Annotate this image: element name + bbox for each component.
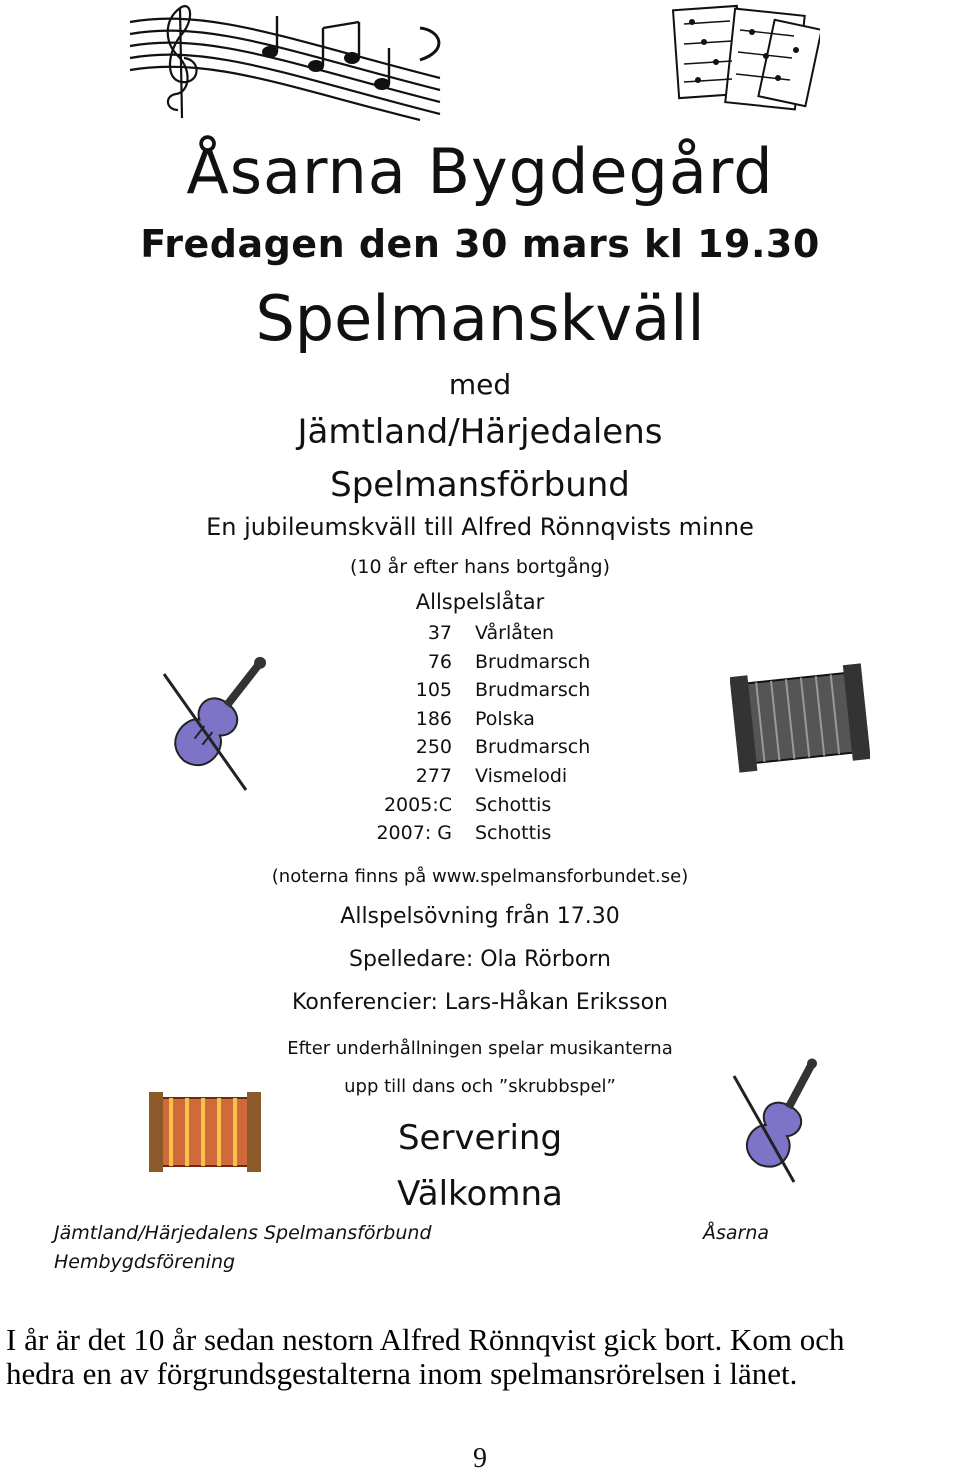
with-label: med bbox=[448, 368, 512, 401]
organizer-line-1: Jämtland/Härjedalens bbox=[297, 412, 663, 452]
caption-line-1: I år är det 10 år sedan nestorn Alfred Rönnqvist gick bort. Kom och bbox=[6, 1322, 845, 1357]
music-staff-banner-icon bbox=[120, 0, 450, 130]
tune-name: Vismelodi bbox=[475, 764, 568, 787]
tune-row bbox=[0, 622, 960, 651]
page-number: 9 bbox=[473, 1443, 487, 1474]
event-title: Spelmanskväll bbox=[255, 282, 705, 355]
tune-name: Brudmarsch bbox=[475, 650, 591, 673]
accordion-icon bbox=[730, 660, 870, 775]
tune-name: Schottis bbox=[475, 822, 552, 845]
tune-number: 2007: G bbox=[376, 822, 452, 845]
tune-number: 37 bbox=[427, 622, 452, 644]
tune-number: 76 bbox=[427, 650, 452, 673]
organizer-line-2: Spelmansförbund bbox=[330, 465, 630, 505]
signature-organizer: Jämtland/Härjedalens Spelmansförbund bbox=[54, 1222, 432, 1244]
sheet-music-icon bbox=[670, 2, 820, 112]
tune-number: 105 bbox=[415, 679, 452, 702]
signature-association: Hembygdsförening bbox=[54, 1251, 236, 1273]
tune-number: 277 bbox=[415, 764, 452, 787]
music-leader: Spelledare: Ola Rörborn bbox=[349, 947, 611, 972]
tunes-heading: Allspelslåtar bbox=[415, 590, 545, 614]
after-line-2: upp till dans och ”skrubbspel” bbox=[344, 1076, 616, 1097]
event-date: Fredagen den 30 mars kl 19.30 bbox=[140, 222, 820, 266]
violin-icon bbox=[720, 1050, 845, 1185]
tune-name: Vårlåten bbox=[475, 622, 555, 644]
tune-number: 2005:C bbox=[383, 793, 452, 816]
after-line-1: Efter underhållningen spelar musikanterna bbox=[287, 1038, 673, 1059]
tune-name: Brudmarsch bbox=[475, 736, 591, 759]
tune-number: 186 bbox=[415, 707, 452, 730]
accordion-icon bbox=[145, 1088, 265, 1178]
tribute-note: (10 år efter hans bortgång) bbox=[350, 556, 610, 578]
tune-number: 250 bbox=[415, 736, 452, 759]
rehearsal-time: Allspelsövning från 17.30 bbox=[340, 904, 620, 929]
caption-line-2: hedra en av förgrundsgestalterna inom spelmansrörelsen i länet. bbox=[6, 1356, 798, 1391]
tune-name: Brudmarsch bbox=[475, 679, 591, 702]
host: Konferencier: Lars-Håkan Eriksson bbox=[292, 990, 668, 1015]
tune-name: Polska bbox=[475, 707, 535, 730]
venue-title: Åsarna Bygdegård bbox=[186, 135, 774, 208]
tune-row bbox=[0, 794, 960, 823]
signature-village: Åsarna bbox=[703, 1222, 770, 1244]
tribute-line: En jubileumskväll till Alfred Rönnqvists minne bbox=[206, 513, 754, 541]
violin-icon bbox=[150, 640, 285, 795]
tune-name: Schottis bbox=[475, 793, 552, 816]
serving-label: Servering bbox=[397, 1118, 563, 1158]
sheet-music-note: (noterna finns på www.spelmansforbundet.se) bbox=[271, 866, 689, 887]
tune-row bbox=[0, 822, 960, 851]
welcome-label: Välkomna bbox=[397, 1174, 563, 1214]
